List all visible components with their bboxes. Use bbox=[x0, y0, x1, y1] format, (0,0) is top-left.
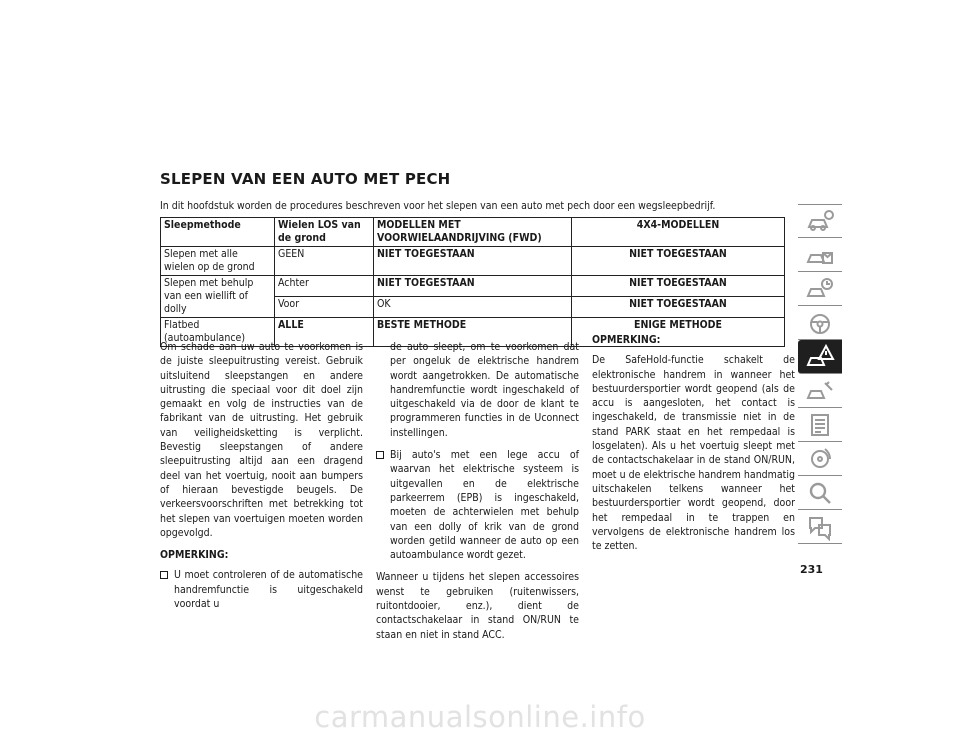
tab-emergency[interactable] bbox=[798, 340, 842, 374]
bullet-continuation: de auto sleept, om te voorkomen dat per ongeluk de elektrische handrem wordt aangetrokken. De automatische handremfunctie wordt ingeschakeld of uitgeschakeld via de door de klant te programmeren functies in de Uconnect instellingen. bbox=[390, 341, 579, 439]
watermark-text: carmanualsonline.info bbox=[314, 700, 646, 734]
towing-table bbox=[160, 217, 785, 347]
language-icon bbox=[805, 513, 835, 541]
cell-method: Slepen met behulp van een wiellift of dolly bbox=[161, 276, 275, 318]
specifications-list-icon bbox=[805, 411, 835, 439]
cell-fwd: OK bbox=[374, 297, 572, 318]
cell-wheels: ALLE bbox=[275, 318, 374, 347]
table-row bbox=[161, 276, 785, 297]
header-tow-method: Sleepmethode bbox=[161, 218, 275, 247]
tab-car-info[interactable] bbox=[798, 204, 842, 238]
list-item bbox=[376, 448, 579, 562]
text-column-1 bbox=[160, 340, 363, 619]
page-title: SLEPEN VAN EEN AUTO MET PECH bbox=[160, 170, 451, 188]
tab-car-service[interactable] bbox=[798, 238, 842, 272]
tab-language[interactable] bbox=[798, 510, 842, 544]
note-list bbox=[160, 568, 363, 611]
page-number: 231 bbox=[800, 563, 823, 576]
tab-steering[interactable] bbox=[798, 306, 842, 340]
cell-fwd: BESTE METHODE bbox=[374, 318, 572, 347]
intro-text: In dit hoofdstuk worden de procedures beschreven voor het slepen van een auto met pech door een wegsleepbedrijf. bbox=[160, 200, 716, 212]
body-paragraph: Wanneer u tijdens het slepen accessoires wenst te gebruiken (ruitenwissers, ruitontdooier, enz.), dient de contactschakelaar in stand ON/RUN te staan en niet in stand ACC. bbox=[376, 571, 579, 641]
header-wheels: Wielen LOS van de grond bbox=[275, 218, 374, 247]
car-service-icon bbox=[805, 241, 835, 269]
cell-wheels: Achter bbox=[275, 276, 374, 297]
table-row bbox=[161, 247, 785, 276]
checkbox-bullet-icon bbox=[376, 451, 384, 459]
bullet-text: Bij auto's met een lege accu of waarvan het elektrische systeem is uitgevallen en de elektrische parkeerrem (EPB) is ingeschakeld, moeten de achterwielen met behulp van een dolly of krik van de grond worden getild wanneer de auto op een autoambulance wordt gezet. bbox=[390, 449, 579, 562]
cell-4x4: NIET TOEGESTAAN bbox=[572, 276, 785, 297]
search-icon bbox=[805, 479, 835, 507]
checkbox-bullet-icon bbox=[160, 571, 168, 579]
cell-4x4: ENIGE METHODE bbox=[572, 318, 785, 347]
body-paragraph: Om schade aan uw auto te voorkomen is de juiste sleepuitrusting vereist. Gebruik uitsluitend sleepstangen en andere uitrusting die speciaal voor dit doel zijn gemaakt en volg de instructies van de fabrikant van de uitrusting. Het gebruik van veiligheidsketting is verplicht. Bevestig sleepstangen of andere sleepuitrusting altijd aan een dragend deel van het voertuig, nooit aan bumpers of hieraan bevestigde beugels. De verkeersvoorschriften met betrekking tot het slepen van voertuigen moeten worden opgevolgd. bbox=[160, 341, 363, 539]
body-paragraph: De SafeHold-functie schakelt de elektronische handrem in wanneer het bestuurdersportier wordt geopend (als de accu is aangesloten, het contact is ingeschakeld, de transmissie niet in de stand PARK staat en het rempedaal is losgelaten). Als u het voertuig sleept met de contactschakelaar in de stand ON/RUN, moet u de elektrische handrem handmatig uitschakelen telkens wanneer het bestuurdersportier wordt geopend, door het rempedaal in te trappen en vervolgens de elektronische handrem los te zetten. bbox=[592, 354, 795, 553]
cell-wheels: GEEN bbox=[275, 247, 374, 276]
chapter-tabs bbox=[798, 204, 842, 544]
cell-method: Flatbed (autoambulance) bbox=[161, 318, 275, 347]
car-maintenance-icon bbox=[805, 377, 835, 405]
note-label: OPMERKING: bbox=[592, 334, 661, 346]
tab-specifications[interactable] bbox=[798, 408, 842, 442]
header-4x4: 4X4-MODELLEN bbox=[572, 218, 785, 247]
cell-fwd: NIET TOEGESTAAN bbox=[374, 247, 572, 276]
text-column-2 bbox=[376, 340, 579, 650]
multimedia-icon bbox=[805, 445, 835, 473]
car-info-icon bbox=[805, 207, 835, 235]
cell-method: Slepen met alle wielen op de grond bbox=[161, 247, 275, 276]
cell-wheels: Voor bbox=[275, 297, 374, 318]
header-fwd: MODELLEN MET VOORWIELAANDRIJVING (FWD) bbox=[374, 218, 572, 247]
list-item bbox=[160, 568, 363, 611]
tab-maintenance[interactable] bbox=[798, 374, 842, 408]
steering-wheel-icon bbox=[805, 309, 835, 337]
note-list bbox=[376, 448, 579, 562]
bullet-text: U moet controleren of de automatische handremfunctie is uitgeschakeld voordat u bbox=[174, 569, 363, 611]
car-driving-icon bbox=[805, 275, 835, 303]
text-column-3 bbox=[592, 333, 795, 561]
tab-search[interactable] bbox=[798, 476, 842, 510]
table-header-row bbox=[161, 218, 785, 247]
warning-triangle-car-icon bbox=[805, 343, 835, 371]
cell-fwd: NIET TOEGESTAAN bbox=[374, 276, 572, 297]
tab-multimedia[interactable] bbox=[798, 442, 842, 476]
tab-car-driving[interactable] bbox=[798, 272, 842, 306]
cell-4x4: NIET TOEGESTAAN bbox=[572, 297, 785, 318]
note-label: OPMERKING: bbox=[160, 549, 229, 562]
cell-4x4: NIET TOEGESTAAN bbox=[572, 247, 785, 276]
